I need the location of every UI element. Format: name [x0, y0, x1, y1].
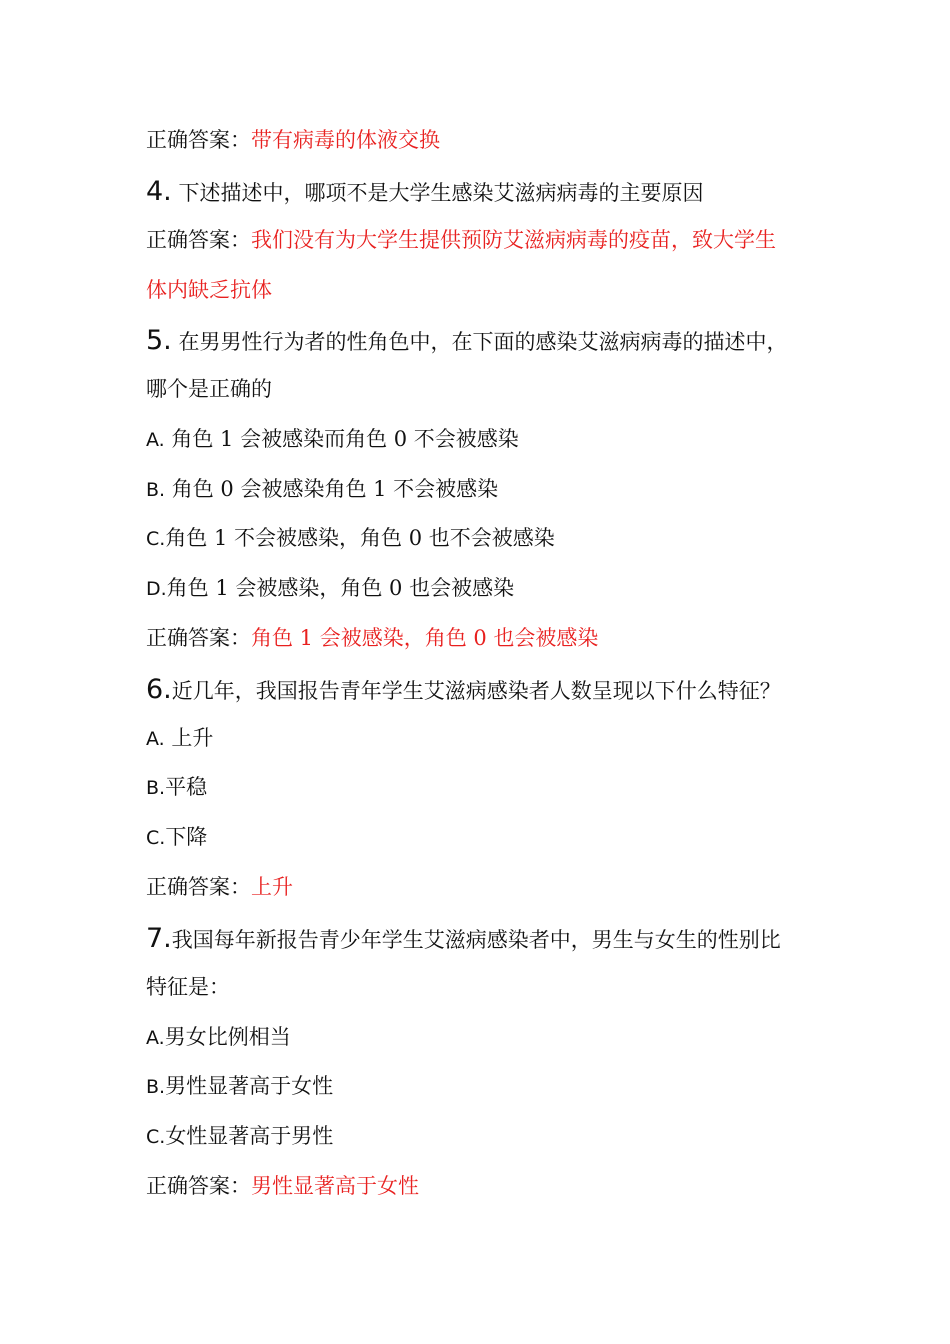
option-letter: B.: [146, 1076, 166, 1098]
option-letter: C.: [146, 528, 166, 550]
q6-question: 近几年，我国报告青年学生艾滋病感染者人数呈现以下什么特征？: [171, 679, 781, 703]
q5-option-a: [146, 425, 519, 454]
option-letter: B.: [146, 479, 166, 501]
q6-answer-line: [146, 873, 293, 901]
q7-option-a: [146, 1023, 291, 1052]
option-text: 角色 1 不会被感染，角色 0 也不会被感染: [165, 526, 555, 550]
q7-question-part2: 特征是：: [146, 975, 230, 999]
option-text: 男性显著高于女性: [165, 1074, 334, 1098]
q7-option-c: [146, 1122, 333, 1151]
answer-prefix: 正确答案：: [146, 128, 251, 152]
q6-question-line: [146, 676, 781, 705]
q4-answer-line-2: [146, 276, 272, 304]
q7-option-b: [146, 1072, 333, 1101]
option-letter: C.: [146, 1126, 166, 1148]
q5-question-line: [146, 327, 787, 356]
answer-prefix: 正确答案：: [146, 1174, 251, 1198]
option-letter: A.: [146, 728, 165, 750]
q7-question-part1: 我国每年新报告青少年学生艾滋病感染者中，男生与女生的性别比: [171, 928, 781, 952]
q4-question-line: [146, 178, 703, 207]
q7-answer-line: [146, 1172, 419, 1200]
option-text: 角色 1 会被感染而角色 0 不会被感染: [164, 427, 519, 451]
q6-option-b: [146, 773, 207, 802]
answer-prefix: 正确答案：: [146, 228, 251, 252]
answer-prefix: 正确答案：: [146, 626, 251, 650]
option-letter: B.: [146, 777, 166, 799]
option-letter: A.: [146, 429, 165, 451]
option-letter: D.: [146, 578, 167, 600]
q4-answer-part1: 我们没有为大学生提供预防艾滋病病毒的疫苗，致大学生: [251, 228, 776, 252]
q4-answer-part2: 体内缺乏抗体: [146, 278, 272, 302]
option-text: 平稳: [165, 775, 208, 799]
q6-number: 6.: [146, 674, 172, 705]
q4-question: 下述描述中，哪项不是大学生感染艾滋病病毒的主要原因: [171, 181, 704, 205]
option-letter: A.: [146, 1027, 165, 1049]
q5-number: 5.: [146, 325, 172, 356]
option-text: 下降: [165, 825, 208, 849]
option-text: 角色 0 会被感染角色 1 不会被感染: [165, 477, 499, 501]
q7-question-line: [146, 925, 781, 954]
option-text: 角色 1 会被感染，角色 0 也会被感染: [166, 576, 515, 600]
option-letter: C.: [146, 827, 166, 849]
q5-question-part2: 哪个是正确的: [146, 377, 272, 401]
q3-answer-line: [146, 126, 440, 154]
q4-answer-line: [146, 226, 776, 254]
q7-answer: 男性显著高于女性: [251, 1174, 419, 1198]
q6-answer: 上升: [251, 875, 293, 899]
q7-number: 7.: [146, 923, 172, 954]
q4-number: 4.: [146, 176, 172, 207]
q7-question-line-2: [146, 973, 230, 1001]
q5-option-d: [146, 574, 514, 603]
option-text: 上升: [164, 726, 214, 750]
q5-option-c: [146, 524, 555, 553]
q5-question-line-2: [146, 375, 272, 403]
q6-option-a: [146, 724, 213, 753]
q5-answer: 角色 1 会被感染，角色 0 也会被感染: [251, 626, 599, 650]
q6-option-c: [146, 823, 207, 852]
q5-option-b: [146, 475, 498, 504]
q5-answer-line: [146, 624, 598, 652]
option-text: 男女比例相当: [164, 1025, 291, 1049]
q3-answer: 带有病毒的体液交换: [251, 128, 440, 152]
q5-question-part1: 在男男性行为者的性角色中，在下面的感染艾滋病病毒的描述中，: [171, 330, 788, 354]
answer-prefix: 正确答案：: [146, 875, 251, 899]
option-text: 女性显著高于男性: [165, 1124, 334, 1148]
